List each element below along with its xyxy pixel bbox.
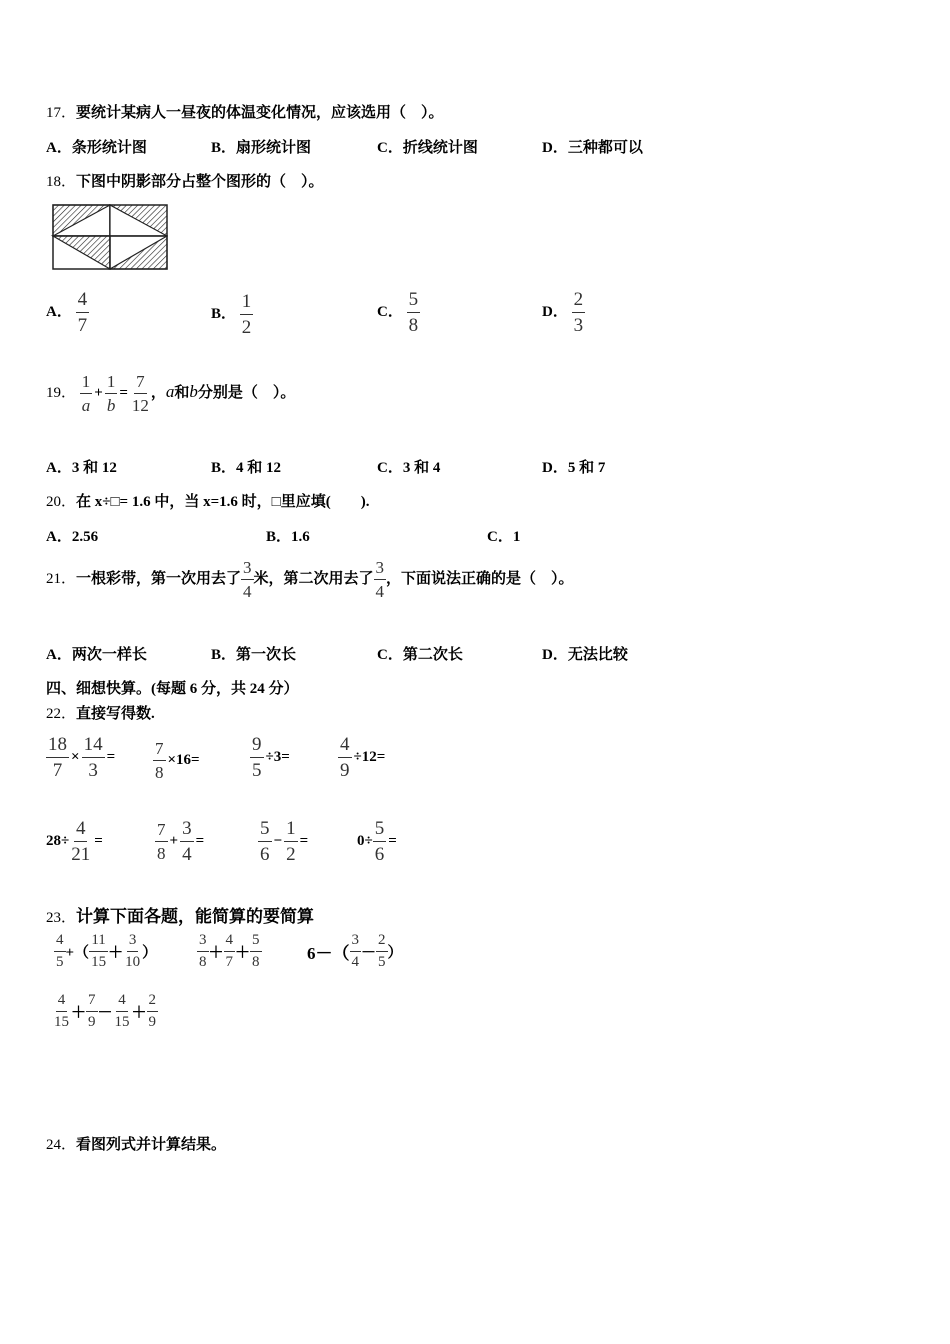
option-c[interactable]: C．折线统计图	[377, 140, 478, 156]
option-c[interactable]: C．第二次长	[377, 647, 463, 663]
option-d[interactable]: D．5 和 7	[542, 460, 606, 476]
problem-3: 6－（ $\frac{3}{4}$ － $\frac{2}{5}$ ）	[307, 932, 403, 970]
problem-1: $\frac{4}{5}$ +（ $\frac{11}{15}$ ＋ $\frac{3}{10}$ ）	[56, 932, 158, 970]
problem-4: $\frac{4}{15}$ ＋ $\frac{7}{9}$ － $\frac{4}{15}$ ＋ $\frac{2}{9}$	[54, 992, 157, 1030]
option-a[interactable]: A．两次一样长	[46, 647, 147, 663]
option-a[interactable]: A． $\frac{4}{7}$	[46, 289, 88, 336]
question-20: 20．在 x÷□= 1.6 中，当 x=1.6 时，□里应填( ).	[46, 494, 370, 510]
option-c[interactable]: C．3 和 4	[377, 460, 441, 476]
option-c[interactable]: C．1	[487, 529, 521, 545]
expression-4: $\frac{4}{9}$ ÷12=	[340, 734, 386, 781]
expression-8: 0÷ $\frac{5}{6}$ =	[357, 818, 397, 865]
question-24: 24．看图列式并计算结果。	[46, 1137, 227, 1153]
question-number: 18．	[46, 174, 77, 190]
expression-5: 28÷ $\frac{4}{21}$ =	[46, 818, 103, 865]
expression-6: $\frac{7}{8}$ + $\frac{3}{4}$ =	[157, 818, 205, 865]
option-c[interactable]: C． $\frac{5}{8}$	[377, 289, 419, 336]
question-18	[46, 170, 324, 191]
expression-7: $\frac{5}{6}$ − $\frac{1}{2}$ =	[260, 818, 309, 865]
question-21: 21．一根彩带，第一次用去了 $\frac{3}{4}$ 米，第二次用去了 $\frac{3}{4}$ ，下面说法正确的是（ ）。	[46, 558, 574, 601]
expression-2: $\frac{7}{8}$ ×16=	[155, 739, 200, 782]
question-17	[46, 101, 444, 122]
option-a[interactable]: A．3 和 12	[46, 460, 117, 476]
expression-3: $\frac{9}{5}$ ÷3=	[252, 734, 290, 781]
question-text: 要统计某病人一昼夜的体温变化情况，应该选用（ ）。	[76, 105, 444, 121]
question-text: 下图中阴影部分占整个图形的（ ）。	[76, 174, 324, 190]
option-d[interactable]: D．无法比较	[542, 647, 628, 663]
option-b[interactable]: B．扇形统计图	[211, 140, 312, 156]
expression-1: $\frac{18}{7}$ × $\frac{14}{3}$ =	[48, 734, 116, 781]
option-a[interactable]: A．条形统计图	[46, 140, 147, 156]
question-23: 23．计算下面各题，能简算的要简算	[46, 907, 315, 926]
shaded-figure	[50, 202, 170, 272]
option-d[interactable]: D．三种都可以	[542, 140, 643, 156]
section-heading: 四、细想快算。(每题 6 分，共 24 分）	[46, 681, 299, 697]
option-d[interactable]: D． $\frac{2}{3}$	[542, 289, 584, 336]
option-b[interactable]: B． $\frac{1}{2}$	[211, 291, 252, 338]
problem-2: $\frac{3}{8}$ ＋ $\frac{4}{7}$ ＋ $\frac{5}{8}$	[199, 932, 260, 970]
option-b[interactable]: B．4 和 12	[211, 460, 282, 476]
option-a[interactable]: A．2.56	[46, 529, 99, 545]
option-b[interactable]: B．1.6	[266, 529, 310, 545]
question-22: 22．直接写得数.	[46, 706, 155, 722]
question-number: 17．	[46, 105, 77, 121]
question-19: 19． $\frac{1}{a}$ + $\frac{1}{b}$ = $\frac{7}{12}$ ，a和b分别是（ ）。	[46, 372, 296, 415]
option-b[interactable]: B．第一次长	[211, 647, 297, 663]
